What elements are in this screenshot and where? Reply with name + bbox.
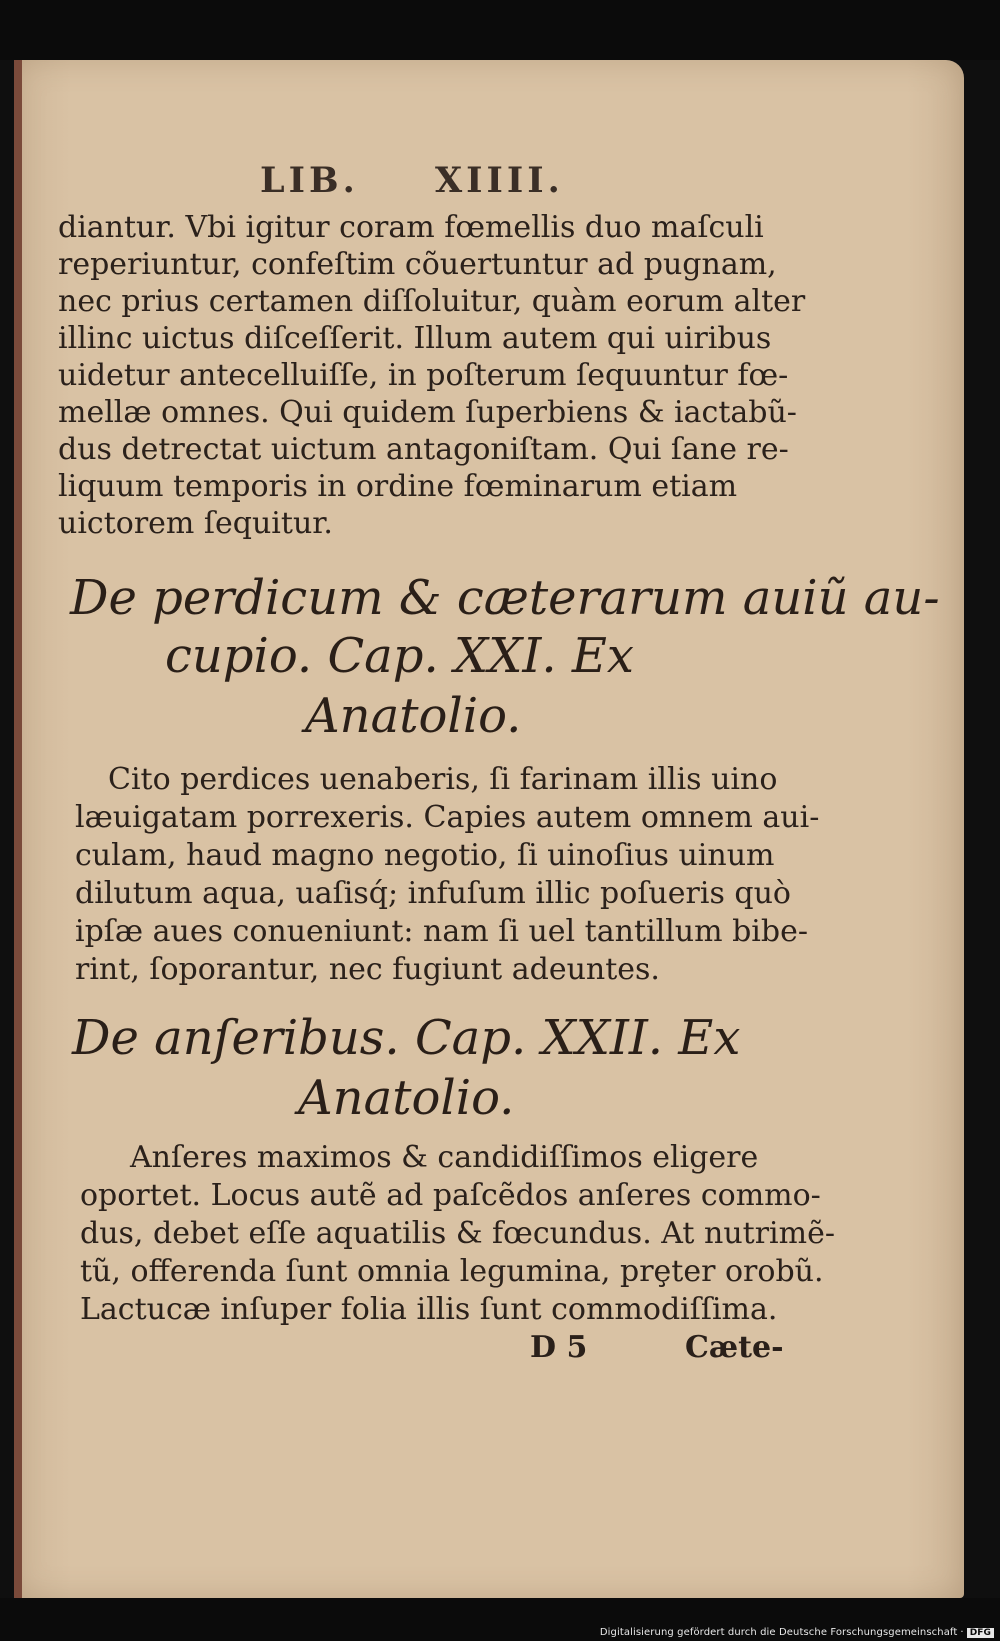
paragraph1-line: dus detrectat uictum antagoniſtam. Qui ſane re-: [58, 432, 789, 467]
scan-bottom-border: [0, 1598, 1000, 1641]
paragraph1-line: reperiuntur, confeſtim cõuertuntur ad pugnam,: [58, 247, 777, 282]
paragraph1-line: mellæ omnes. Qui quidem ſuperbiens & iactabũ-: [58, 395, 797, 430]
paragraph3-line: dus, debet eſſe aquatilis & fœcundus. At nutrimẽ-: [80, 1216, 835, 1251]
chapter-heading-21-line: De perdicum & cæterarum auiũ au-: [70, 570, 940, 626]
dfg-logo: DFG: [967, 1628, 994, 1638]
paragraph1-line: illinc uictus diſceſſerit. Illum autem qui uiribus: [58, 321, 772, 356]
paragraph2-line: læuigatam porrexeris. Capies autem omnem aui-: [75, 800, 820, 835]
paragraph1-line: uidetur antecelluiſſe, in poſterum ſequuntur fœ-: [58, 358, 789, 393]
paragraph1-line: uictorem ſequitur.: [58, 506, 333, 541]
paragraph2-line: dilutum aqua, uaſisq́; infuſum illic poſueris quò: [75, 876, 791, 911]
paragraph1-line: nec prius certamen diſſoluitur, quàm eorum alter: [58, 284, 806, 319]
chapter-heading-22-line: De anſeribus. Cap. XXII. Ex: [72, 1010, 741, 1066]
page-spine: [14, 60, 22, 1598]
scan-top-border: [0, 0, 1000, 60]
paragraph2-line: rint, ſoporantur, nec fugiunt adeuntes.: [75, 952, 660, 987]
paragraph1-line: liquum temporis in ordine fœminarum etiam: [58, 469, 738, 504]
chapter-heading-22-line: Anatolio.: [298, 1070, 515, 1126]
digitization-credit: Digitalisierung gefördert durch die Deutsche Forschungsgemeinschaft · DFG: [600, 1627, 994, 1638]
paragraph2-line: ipſæ aues conueniunt: nam ſi uel tantillum bibe-: [75, 914, 808, 949]
header-book-label: LIB.: [260, 160, 359, 201]
running-header: [260, 160, 564, 201]
paragraph2-line: culam, haud magno negotio, ſi uinoſius uinum: [75, 838, 775, 873]
paragraph3-line: Lactucæ inſuper folia illis ſunt commodiſſima.: [80, 1292, 778, 1327]
chapter-heading-21-line: Anatolio.: [305, 688, 522, 744]
catchword: Cæte-: [685, 1330, 784, 1365]
paragraph3-line: Anſeres maximos & candidiſſimos eligere: [130, 1140, 759, 1175]
paragraph1-line: diantur. Vbi igitur coram fœmellis duo maſculi: [58, 210, 764, 245]
credit-text: Digitalisierung gefördert durch die Deutsche Forschungsgemeinschaft: [599, 1627, 958, 1638]
paragraph2-line: Cito perdices uenaberis, ſi farinam illis uino: [108, 762, 778, 797]
paragraph3-line: oportet. Locus autẽ ad paſcẽdos anſeres commo-: [80, 1178, 821, 1213]
paragraph3-line: tũ, offerenda ſunt omnia legumina, prȩter orobũ.: [80, 1254, 824, 1289]
header-book-number: XIIII.: [434, 160, 564, 201]
signature-mark: D 5: [530, 1330, 588, 1365]
chapter-heading-21-line: cupio. Cap. XXI. Ex: [165, 628, 634, 684]
